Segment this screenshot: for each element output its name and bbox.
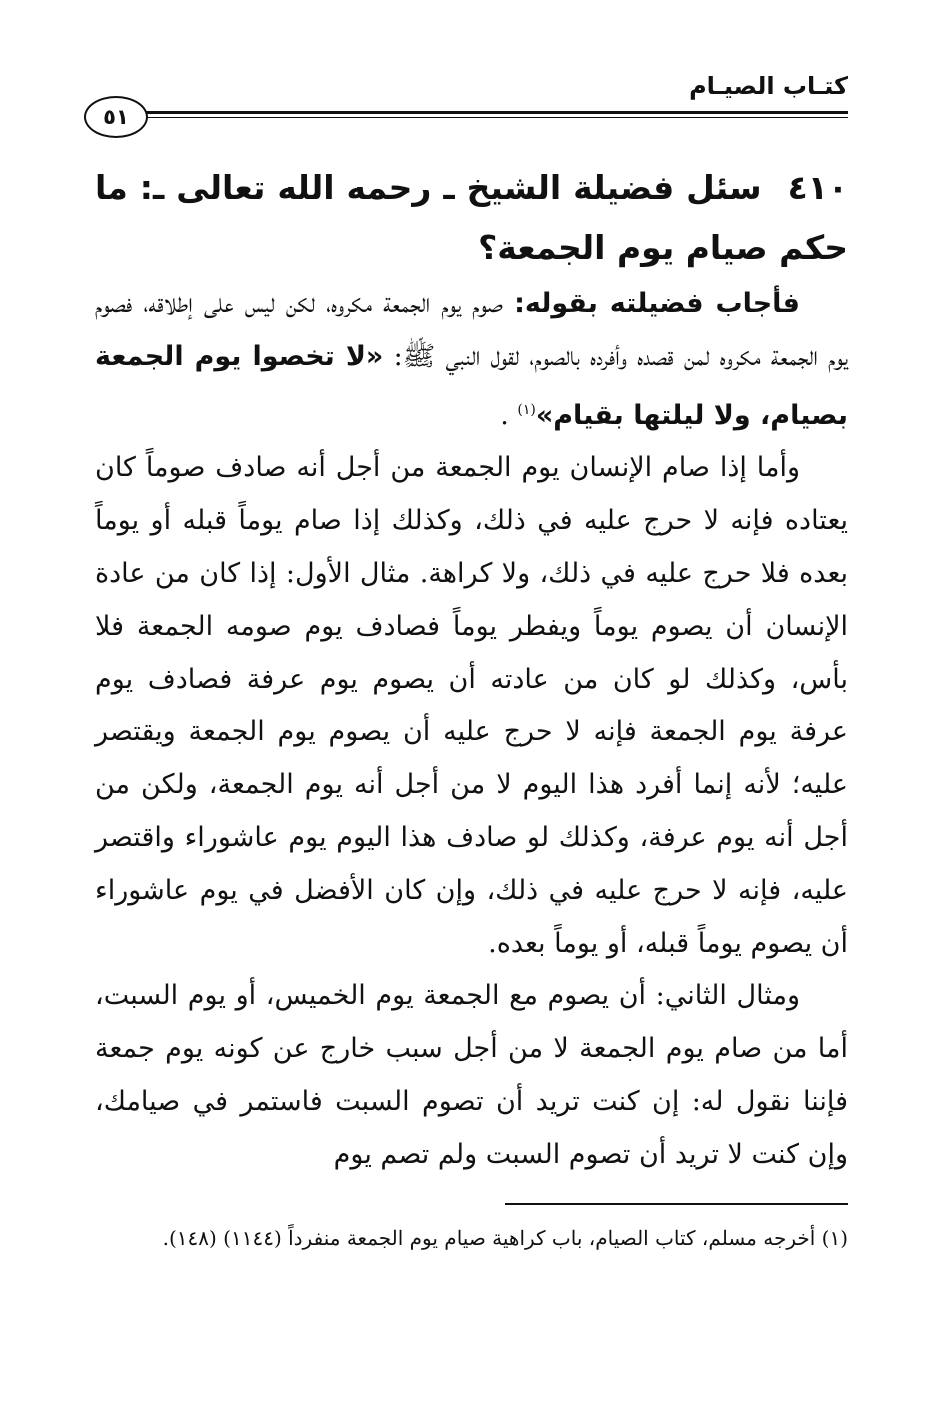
answer-tail: .	[500, 399, 518, 431]
answer-paragraph	[95, 278, 848, 442]
main-text	[95, 158, 848, 1182]
running-title: كتـاب الصيـام	[689, 72, 848, 100]
page-number: ٥١	[84, 96, 148, 138]
question-heading	[95, 158, 848, 278]
footnote: (١) أخرجه مسلم، كتاب الصيام، باب كراهية صيام يوم الجمعة منفرداً (١١٤٤) (١٤٨).	[162, 1226, 848, 1250]
header-rule	[140, 111, 848, 118]
paragraph-first-example: وأما إذا صام الإنسان يوم الجمعة من أجل أنه صادف صوماً كان يعتاده فإنه لا حرج عليه في ذلك، وكذلك إذا صام يوماً قبله أو يوماً بعده فلا حرج عليه في ذلك، ولا كراهة. مثال الأول: إذا كان من عادة الإنسان أن يصوم يوماً ويفطر يوماً فصادف يوم صومه الجمعة فلا بأس، وكذلك لو كان من عادته أن يصوم يوم عرفة فصادف يوم عرفة يوم الجمعة فإنه لا حرج عليه أن يصوم يوم الجمعة ويقتصر عليه؛ لأنه إنما أفرد هذا اليوم لا من أجل أنه يوم الجمعة، ولكن من أجل أنه يوم عرفة، وكذلك لو صادف هذا اليوم يوم عاشوراء واقتصر عليه، فإنه لا حرج عليه في ذلك، وإن كان الأفضل في يوم عاشوراء أن يصوم يوماً قبله، أو يوماً بعده.	[95, 452, 848, 959]
footnote-reference: (١)	[517, 401, 536, 418]
answer-text: صوم يوم الجمعة مكروه، لكن ليس على إطلاقه، فصوم يوم الجمعة مكروه لمن قصده وأفرده بالصوم، لقول النبي ﷺ:	[95, 288, 848, 372]
answer-lead: فأجاب فضيلته بقوله:	[514, 288, 800, 319]
question-number: ٤١٠	[787, 168, 848, 207]
question-text: سئل فضيلة الشيخ ـ رحمه الله تعالى ـ: ما حكم صيام يوم الجمعة؟	[95, 168, 848, 267]
footnote-rule	[505, 1203, 848, 1205]
paragraph-second-example: ومثال الثاني: أن يصوم مع الجمعة يوم الخميس، أو يوم السبت، أما من صام يوم الجمعة لا من أجل سبب خارج عن كونه يوم جمعة فإننا نقول له: إن كنت تريد أن تصوم السبت فاستمر في صيامك، وإن كنت لا تريد أن تصوم السبت ولم تصم يوم	[95, 980, 848, 1170]
hadith-quote: «لا تخصوا يوم الجمعة بصيام، ولا ليلتها بقيام»	[95, 340, 848, 431]
